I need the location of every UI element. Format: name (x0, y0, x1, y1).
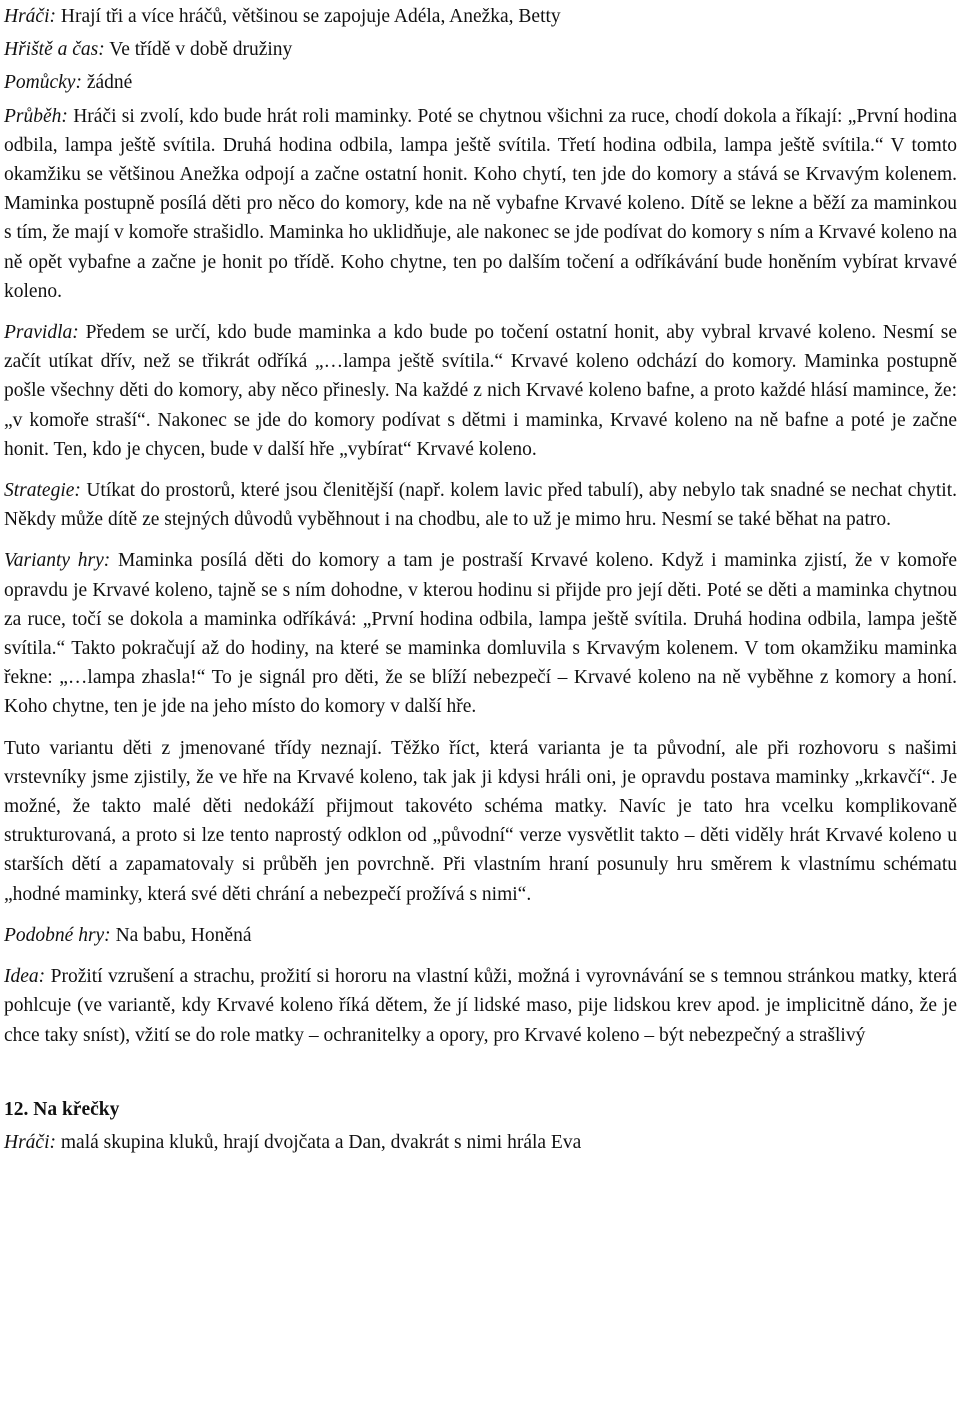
course-label: Průběh: (4, 105, 68, 127)
aids-line (4, 68, 957, 97)
similar-text: Na babu, Honěná (110, 924, 252, 946)
players-text: Hrají tři a více hráčů, většinou se zapojuje Adéla, Anežka, Betty (56, 6, 561, 27)
next-players-label: Hráči: (4, 1131, 56, 1153)
variants-text: Maminka posílá děti do komory a tam je postraší Krvavé koleno. Když i maminka zjistí, že v komoře opravdu je Krvavé koleno, tajně se s ním dohodne, v kterou hodinu si přijde pro její děti. Poté se děti a maminka chytnou za ruce, točí se dokola a maminka odříkává: „První hodina odbila, lampa ještě svítila. Druhá hodina odbila, lampa ještě svítila.“ Takto pokračují až do hodiny, na které se maminka domluvila s Krvavým kolenem. V tom okamžiku maminka řekne: „…lampa zhasla!“ To je signál pro děti, že se blíží nebezpečí – Krvavé koleno na ně vyběhne z komory a honí. Koho chytne, ten je jde na jeho místo do komory v další hře. (4, 550, 957, 718)
place-line (4, 35, 957, 64)
players-line (4, 2, 957, 31)
section-heading: 12. Na křečky (4, 1098, 120, 1120)
idea-text: Prožití vzrušení a strachu, prožití si hororu na vlastní kůži, možná i vyrovnávání se s temnou stránkou matky, která pohlcuje (ve variantě, kdy Krvavé koleno říká dětem, že jí lidské maso, pije lidskou krev apod. je implicitně dáno, že je chce taky sníst), vžití se do role matky – ochranitelky a opory, pro Krvavé koleno – být nebezpečný a strašlivý (4, 966, 957, 1046)
rules-paragraph (4, 318, 957, 464)
strategy-label: Strategie: (4, 480, 81, 502)
course-paragraph (4, 102, 957, 306)
variants-paragraph (4, 546, 957, 721)
strategy-text: Utíkat do prostorů, které jsou členitější (např. kolem lavic před tabulí), aby nebylo tak snadné se nechat chytit. Někdy může dítě ze stejných důvodů vyběhnout i na chodbu, ale to už je mimo hru. Nesmí se také běhat na patro. (4, 480, 957, 531)
strategy-paragraph (4, 476, 957, 534)
place-text: Ve třídě v době družiny (104, 39, 293, 61)
commentary-paragraph: Tuto variantu děti z jmenované třídy neznají. Těžko říct, která varianta je ta původní, ale při rozhovoru s našimi vrstevníky jsme zjistily, že ve hře na Krvavé koleno, tak jak ji kdysi hráli oni, je opravdu postava maminky „krkavčí“. Je možné, že takto malé děti nedokáží přijmout takovéto schéma matky. Navíc je tato hra vcelku komplikovaně strukturovaná, a proto si lze tento naprostý odklon od „původní“ verze vysvětlit takto – děti viděly hrát Krvavé koleno u starších dětí a zapamatovaly si průběh jen povrchně. Při vlastním hraní posunuly hru směrem k vlastnímu schématu „hodné maminky, která své děti chrání a nebezpečí prožívá s nimi“. (4, 737, 957, 905)
similar-games-line (4, 921, 957, 950)
rules-label: Pravidla: (4, 322, 79, 344)
course-text: Hráči si zvolí, kdo bude hrát roli maminky. Poté se chytnou všichni za ruce, chodí dokola a říkají: „První hodina odbila, lampa ještě svítila. Druhá hodina odbila, lampa ještě svítila. Třetí hodina odbila, lampa ještě svítila.“ V tomto okamžiku se většinou Anežka odpojí a začne ostatní honit. Koho chytí, ten jde do komory a stává se Krvavým kolenem. Maminka postupně posílá děti pro něco do komory, kde na ně vybafne Krvavé koleno. Dítě se lekne a běží za maminkou s tím, že mají v komoře strašidlo. Maminka ho uklidňuje, ale nakonec se jde podívat do komory s ním a Krvavé koleno na ně opět vybafne a začne je honit po třídě. Koho chytne, ten po dalším točení a odříkávání bude honěním vybírat krvavé koleno. (4, 105, 957, 302)
variants-label: Varianty hry: (4, 550, 111, 572)
place-label: Hřiště a čas: (4, 39, 105, 61)
players-label: Hráči: (4, 6, 56, 27)
idea-paragraph (4, 962, 957, 1050)
next-players-line (4, 1128, 957, 1157)
aids-text: žádné (81, 72, 133, 94)
rules-text: Předem se určí, kdo bude maminka a kdo bude po točení ostatní honit, aby vybral krvavé koleno. Nesmí se začít utíkat dřív, než se třikrát odříká „…lampa ještě svítila.“ Krvavé koleno odchází do komory. Maminka postupně pošle všechny děti do komory, aby něco přinesly. Na každé z nich Krvavé koleno bafne, a proto každé hlásí mamince, že: „v komoře straší“. Nakonec se jde do komory podívat s dětmi i maminka, Krvavé koleno na ně bafne a poté je začne honit. Ten, kdo je chycen, bude v další hře „vybírat“ Krvavé koleno. (4, 322, 957, 460)
idea-label: Idea: (4, 966, 46, 988)
aids-label: Pomůcky: (4, 72, 82, 94)
similar-label: Podobné hry: (4, 924, 111, 946)
next-players-text: malá skupina kluků, hrají dvojčata a Dan, dvakrát s nimi hrála Eva (56, 1131, 582, 1153)
